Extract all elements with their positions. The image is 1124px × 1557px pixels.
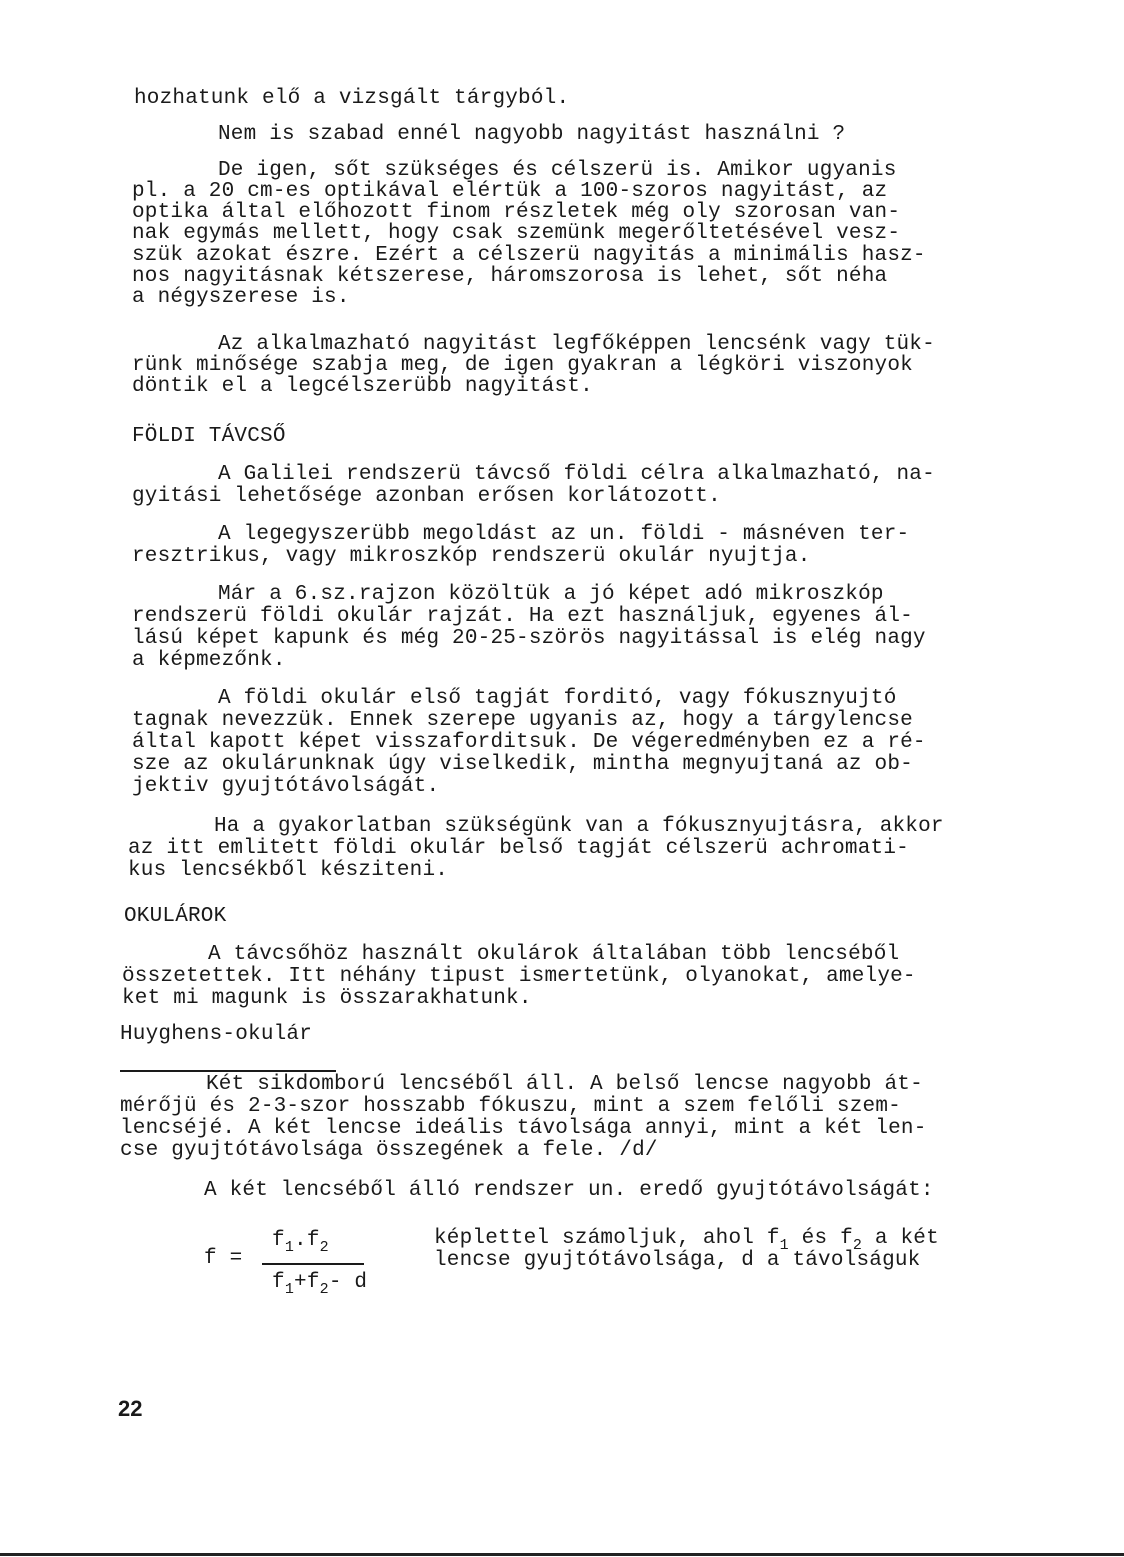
text-line: Ha a gyakorlatban szükségünk van a fókusznyujtásra, akkor xyxy=(214,815,944,838)
text-line: a négyszerese is. xyxy=(132,286,350,309)
text-line: tagnak nevezzük. Ennek szerepe ugyanis az, hogy a tárgylencse xyxy=(132,709,913,732)
heading-underline xyxy=(120,1070,336,1072)
text-line: jektiv gyujtótávolságát. xyxy=(132,775,440,798)
text-line: De igen, sőt szükséges és célszerü is. Amikor ugyanis xyxy=(218,159,897,182)
text-line: az itt emlitett földi okulár belső tagját célszerü achromati- xyxy=(128,837,909,860)
text-line: lású képet kapunk és még 20-25-szörös nagyitással is elég nagy xyxy=(132,627,926,650)
text-line: gyitási lehetősége azonban erősen korlátozott. xyxy=(132,485,721,508)
fraction-bar xyxy=(262,1263,364,1265)
text-line: pl. a 20 cm-es optikával elértük a 100-szoros nagyitást, az xyxy=(132,180,888,203)
text-line: Már a 6.sz.rajzon közöltük a jó képet adó mikroszkóp xyxy=(218,583,884,606)
text-line: összetettek. Itt néhány tipust ismertetünk, olyanokat, amelye- xyxy=(122,965,916,988)
text-line: A távcsőhöz használt okulárok általában több lencséből xyxy=(208,943,900,966)
scan-edge xyxy=(0,1553,1124,1556)
text-line: optika által előhozott finom részletek még oly szorosan van- xyxy=(132,201,901,224)
text-line: resztrikus, vagy mikroszkóp rendszerü okulár nyujtja. xyxy=(132,545,811,568)
text-line: rendszerü földi okulár rajzát. Ha ezt használjuk, egyenes ál- xyxy=(132,605,913,628)
subsection-heading: Huyghens-okulár xyxy=(120,1023,313,1046)
text-line: Az alkalmazható nagyitást legfőképpen lencsénk vagy tük- xyxy=(218,333,935,356)
text-line: A földi okulár első tagját forditó, vagy fókusznyujtó xyxy=(218,687,897,710)
text-line: nak egymás mellett, hogy csak szemünk megerőltetésével vesz- xyxy=(132,222,901,245)
text-line: Nem is szabad ennél nagyobb nagyitást használni ? xyxy=(218,123,846,146)
text-line: cse gyujtótávolsága összegének a fele. /d/ xyxy=(120,1139,658,1162)
text-line: kus lencsékből késziteni. xyxy=(128,859,449,882)
text-line: lencséjé. A két lencse ideális távolsága annyi, mint a két len- xyxy=(120,1117,927,1140)
section-heading: FÖLDI TÁVCSŐ xyxy=(132,425,286,448)
text-line: hozhatunk elő a vizsgált tárgyból. xyxy=(134,87,570,110)
page-number: 22 xyxy=(118,1396,143,1421)
text-line: A két lencséből álló rendszer un. eredő gyujtótávolságát: xyxy=(204,1179,934,1202)
text-line: mérőjü és 2-3-szor hosszabb fókuszu, mint a szem felőli szem- xyxy=(120,1095,901,1118)
text-line: A Galilei rendszerü távcső földi célra alkalmazható, na- xyxy=(218,463,935,486)
text-line: által kapott képet visszaforditsuk. De végeredményben ez a ré- xyxy=(132,731,926,754)
text-line: szük azokat észre. Ezért a célszerü nagyitás a minimális hasz- xyxy=(132,244,926,267)
formula-text-line: lencse gyujtótávolsága, d a távolságuk xyxy=(434,1249,921,1272)
text-line: sze az okulárunknak úgy viselkedik, mintha megnyujtaná az ob- xyxy=(132,753,913,776)
formula-denominator: $f_1+f_2-$ d xyxy=(272,1271,368,1298)
formula-text-line: képlettel számoljuk, ahol $f_1$ és $f_2$ a két xyxy=(434,1227,939,1254)
formula-lhs: f = xyxy=(204,1247,243,1270)
text-line: a képmezőnk. xyxy=(132,649,286,672)
text-line: nos nagyitásnak kétszerese, háromszorosa is lehet, sőt néha xyxy=(132,265,888,288)
text-line: Két sikdomború lencséből áll. A belső lencse nagyobb át- xyxy=(206,1073,923,1096)
formula-numerator: $f_1.f_2$ xyxy=(272,1229,329,1256)
text-line: A legegyszerübb megoldást az un. földi - másnéven ter- xyxy=(218,523,910,546)
text-line: ket mi magunk is összarakhatunk. xyxy=(122,987,532,1010)
text-line: döntik el a legcélszerübb nagyitást. xyxy=(132,375,593,398)
text-line: rünk minősége szabja meg, de igen gyakran a légköri viszonyok xyxy=(132,354,913,377)
section-heading: OKULÁROK xyxy=(124,905,227,928)
